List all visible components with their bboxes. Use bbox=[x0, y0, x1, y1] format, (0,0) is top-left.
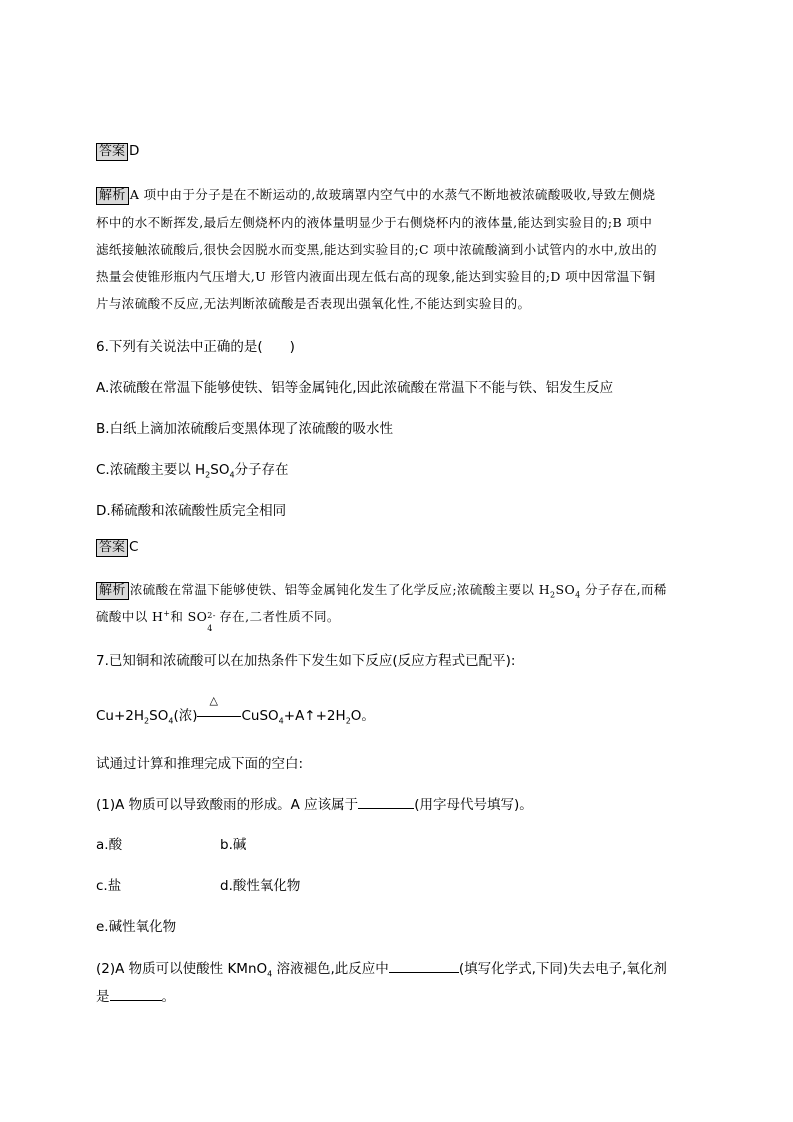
explanation-line: 片与浓硫酸不反应,无法判断浓硫酸是否表现出强氧化性,不能达到实验目的。 bbox=[96, 296, 531, 311]
option-c: C.浓硫酸主要以 $H_2SO_4$分子存在 bbox=[96, 462, 289, 480]
subquestion-2-cont: 是 。 bbox=[96, 989, 175, 1005]
answer-blank[interactable] bbox=[110, 988, 162, 1001]
answer-tag: 答案 bbox=[96, 143, 128, 161]
explanation-tag: 解析 bbox=[96, 582, 129, 600]
explanation-line: 杯中的水不断挥发,最后左侧烧杯内的液体量明显少于右侧烧杯内的液体量,能达到实验目的;B 项中 bbox=[96, 215, 653, 230]
answer-blank[interactable] bbox=[358, 796, 414, 809]
choice-d: d.酸性氧化物 bbox=[220, 878, 301, 894]
subquestion-1: (1)A 物质可以导致酸雨的形成。A 应该属于 (用字母代号填写)。 bbox=[96, 797, 533, 813]
answer-line-2 bbox=[96, 539, 138, 557]
answer-value: D bbox=[129, 143, 140, 159]
choice-e: e.碱性氧化物 bbox=[96, 919, 177, 935]
reaction-equation: $Cu+2H_2SO_4$(浓) △ $CuSO_4+A↑+2H_2O$。 bbox=[96, 694, 375, 726]
explanation-line: 解析 浓硫酸在常温下能够使铁、铝等金属钝化发生了化学反应;浓硫酸主要以 $H_2SO_4$ 分子存在,而稀 bbox=[96, 580, 667, 600]
question-stem: 6.下列有关说法中正确的是( ) bbox=[96, 339, 295, 355]
explanation-text: A 项中由于分子是在不断运动的,故玻璃罩内空气中的水蒸气不断地被浓硫酸吸收,导致左侧烧 bbox=[129, 187, 656, 202]
option-a: A.浓硫酸在常温下能够使铁、铝等金属钝化,因此浓硫酸在常温下不能与铁、铝发生反应 bbox=[96, 380, 614, 396]
choice-c: c.盐 bbox=[96, 878, 122, 894]
option-b: B.白纸上滴加浓硫酸后变黑体现了浓硫酸的吸水性 bbox=[96, 421, 394, 437]
heat-icon: △ bbox=[209, 694, 218, 707]
option-d: D.稀硫酸和浓硫酸性质完全相同 bbox=[96, 503, 287, 519]
explanation-line: 热量会使锥形瓶内气压增大,U 形管内液面出现左低右高的现象,能达到实验目的;D 项中因常温下铜 bbox=[96, 269, 656, 284]
instruction: 试通过计算和推理完成下面的空白: bbox=[96, 756, 304, 772]
choice-a: a.酸 bbox=[96, 837, 123, 853]
explanation-line: 硫酸中以 H+和 SO 2- 4 存在,二者性质不同。 bbox=[96, 608, 340, 633]
answer-blank[interactable] bbox=[389, 960, 459, 973]
subquestion-2: (2)A 物质可以使酸性 KMnO$_4$ 溶液褪色,此反应中 (填写化学式,下同)失去电子,氧化剂 bbox=[96, 961, 667, 979]
choice-b: b.碱 bbox=[220, 837, 247, 853]
answer-value: C bbox=[129, 539, 139, 555]
explanation-tag: 解析 bbox=[96, 187, 129, 205]
heat-condition-arrow bbox=[197, 694, 241, 720]
question-stem: 7.已知铜和浓硫酸可以在加热条件下发生如下反应(反应方程式已配平): bbox=[96, 653, 516, 669]
explanation-line: 滤纸接触浓硫酸后,很快会因脱水而变黑,能达到实验目的;C 项中浓硫酸滴到小试管内的水中,放出的 bbox=[96, 242, 657, 257]
answer-tag: 答案 bbox=[96, 539, 128, 557]
answer-line-1 bbox=[96, 143, 139, 161]
explanation-line bbox=[96, 185, 655, 205]
